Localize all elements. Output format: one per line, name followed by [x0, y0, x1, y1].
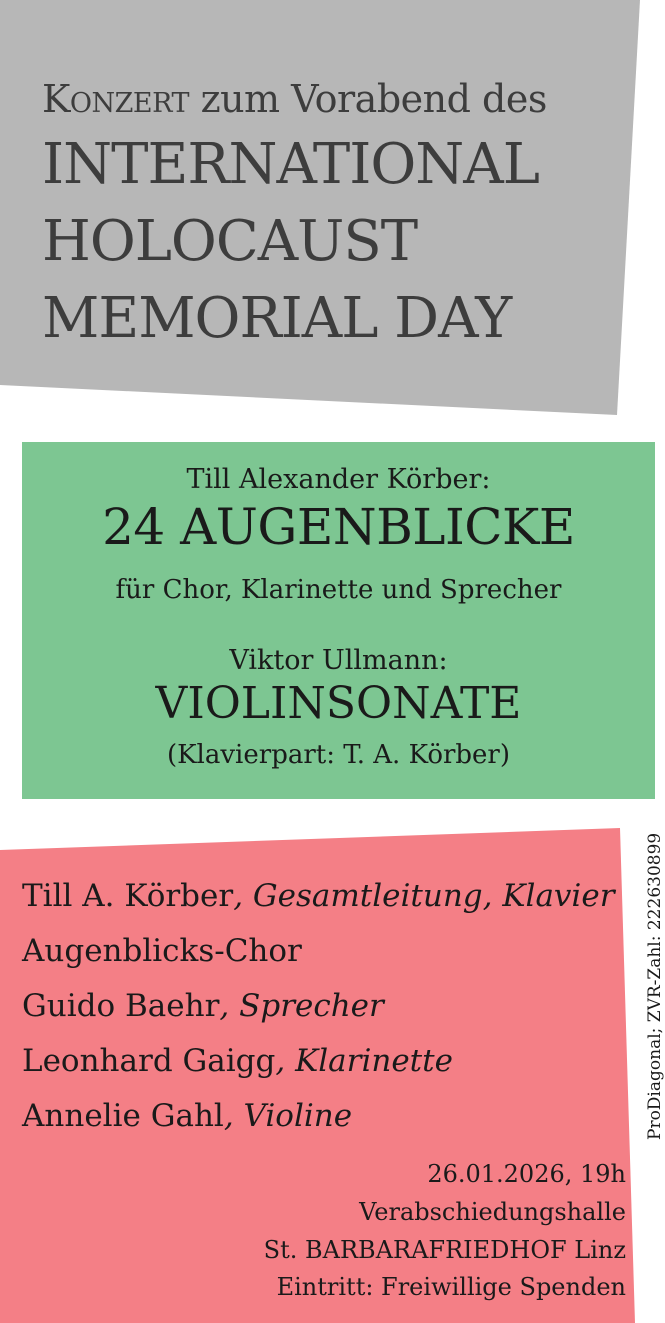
event-venue: Verabschiedungshalle: [359, 1198, 626, 1226]
piece1-title: 24 AUGENBLICKE: [102, 498, 575, 556]
header-line1-rest: zum Vorabend des: [188, 77, 547, 121]
performer-name: Annelie Gahl: [22, 1098, 224, 1134]
performer-name: Guido Baehr: [22, 988, 220, 1024]
header-line-memorial-day: MEMORIAL DAY: [42, 286, 512, 351]
header-line-holocaust: HOLOCAUST: [42, 209, 418, 274]
performer-line: [22, 1098, 352, 1134]
event-location: St. BARBARAFRIEDHOF Linz: [263, 1236, 626, 1264]
piece2-subtitle: (Klavierpart: T. A. Körber): [166, 740, 510, 770]
piece1-subtitle: für Chor, Klarinette und Sprecher: [115, 575, 562, 605]
header-line-konzert: [42, 72, 547, 126]
performer-line: [22, 933, 302, 969]
header-line-international: INTERNATIONAL: [42, 132, 539, 197]
program-panel: [22, 442, 655, 799]
performer-line: [22, 988, 384, 1024]
header-text: [42, 72, 547, 357]
piece2-composer: Viktor Ullmann:: [229, 645, 448, 676]
performer-line: [22, 1043, 453, 1079]
organizer-note: ProDiagonal; ZVR-Zahl: 222630899: [645, 832, 665, 1140]
performer-name: Till A. Körber: [22, 878, 234, 914]
header-konzert-word: Konzert: [42, 77, 189, 121]
performer-line: [22, 878, 615, 914]
performer-role: , Gesamtleitung, Klavier: [233, 878, 615, 914]
performer-name: Leonhard Gaigg: [22, 1043, 276, 1079]
performer-name: Augenblicks-Chor: [22, 933, 302, 969]
piece1-composer: Till Alexander Körber:: [186, 464, 491, 495]
event-admission: Eintritt: Freiwillige Spenden: [276, 1273, 626, 1301]
performer-role: , Klarinette: [275, 1043, 453, 1079]
piece2-title: VIOLINSONATE: [155, 678, 522, 729]
event-date: 26.01.2026, 19h: [427, 1160, 626, 1188]
performer-role: , Sprecher: [219, 988, 384, 1024]
performer-role: , Violine: [223, 1098, 353, 1134]
